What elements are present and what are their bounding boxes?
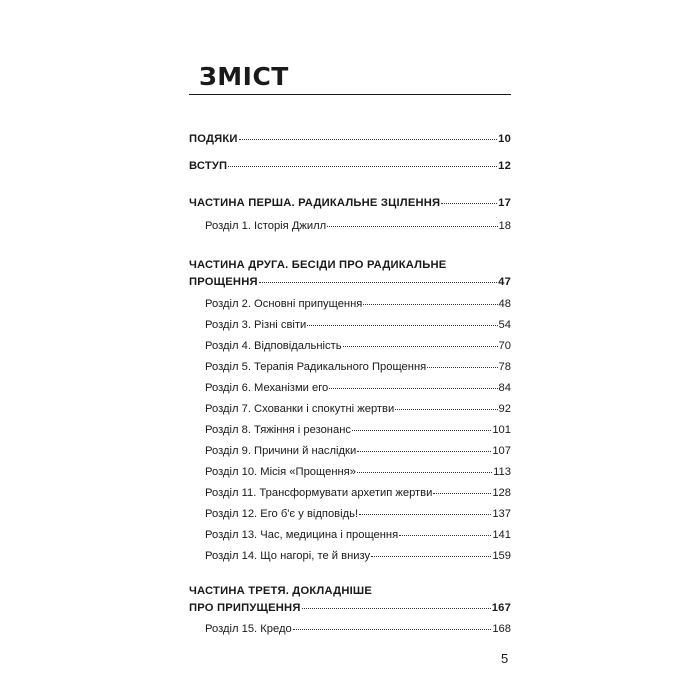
dot-leader xyxy=(357,462,492,473)
dot-leader xyxy=(307,315,497,326)
toc-entry-page: 12 xyxy=(498,160,511,172)
dot-leader xyxy=(359,504,491,515)
toc-entry-chapter-12[interactable] xyxy=(205,506,511,521)
dot-leader xyxy=(302,598,491,609)
toc-entry-chapter-11[interactable] xyxy=(205,485,511,500)
dot-leader xyxy=(357,441,491,452)
toc-entry-chapter-15[interactable] xyxy=(205,621,511,636)
toc-entry-page: 137 xyxy=(492,508,511,520)
toc-entry-page: 47 xyxy=(498,276,511,288)
page-title: ЗМІСТ xyxy=(199,62,289,91)
dot-leader xyxy=(399,525,491,536)
dot-leader xyxy=(343,336,498,347)
toc-entry-chapter-3[interactable] xyxy=(205,317,511,332)
toc-entry-part-2[interactable] xyxy=(189,274,511,289)
toc-entry-chapter-13[interactable] xyxy=(205,527,511,542)
dot-leader xyxy=(352,420,491,431)
toc-entry-page: 10 xyxy=(498,133,511,145)
toc-entry-chapter-7[interactable] xyxy=(205,401,511,416)
dot-leader xyxy=(363,294,497,305)
dot-leader xyxy=(329,378,497,389)
toc-entry-label: ПОДЯКИ xyxy=(189,133,238,145)
toc-entry-label: Розділ 8. Тяжіння і резонанс xyxy=(205,424,351,436)
toc-entry-page: 101 xyxy=(492,424,511,436)
dot-leader xyxy=(371,546,491,557)
toc-entry-part-3[interactable] xyxy=(189,600,511,615)
toc-entry-acknowledgements[interactable] xyxy=(189,131,511,146)
toc-entry-page: 48 xyxy=(498,298,511,310)
toc-entry-chapter-5[interactable] xyxy=(205,359,511,374)
toc-entry-chapter-8[interactable] xyxy=(205,422,511,437)
toc-entry-page: 54 xyxy=(498,319,511,331)
toc-entry-label: Розділ 2. Основні припущення xyxy=(205,298,363,310)
toc-entry-page: 92 xyxy=(498,403,511,415)
toc-entry-part-1[interactable] xyxy=(189,195,511,210)
toc-entry-label: Розділ 6. Механізми его xyxy=(205,382,329,394)
dot-leader xyxy=(433,483,491,494)
toc-entry-page: 128 xyxy=(492,487,511,499)
toc-entry-label: Розділ 7. Схованки і спокутні жертви xyxy=(205,403,395,415)
toc-entry-label: Розділ 3. Різні світи xyxy=(205,319,307,331)
toc-entry-page: 167 xyxy=(491,602,511,614)
toc-entry-label: Розділ 15. Кредо xyxy=(205,623,292,635)
toc-entry-label: Розділ 10. Місія «Прощення» xyxy=(205,466,356,478)
toc-entry-chapter-4[interactable] xyxy=(205,338,511,353)
toc-entry-page: 78 xyxy=(498,361,511,373)
dot-leader xyxy=(395,399,497,410)
dot-leader xyxy=(228,156,497,167)
toc-entry-label: ЧАСТИНА ПЕРША. РАДИКАЛЬНЕ ЗЦІЛЕННЯ xyxy=(189,197,441,209)
toc-entry-chapter-2[interactable] xyxy=(205,296,511,311)
toc-entry-label: Розділ 4. Відповідальність xyxy=(205,340,342,352)
toc-entry-label: Розділ 13. Час, медицина і прощення xyxy=(205,529,399,541)
toc-entry-label: ПРОЩЕННЯ xyxy=(189,276,258,288)
toc-entry-page: 168 xyxy=(492,623,511,635)
dot-leader xyxy=(239,129,497,140)
title-underline xyxy=(189,94,511,95)
toc-entry-chapter-1[interactable] xyxy=(205,218,511,233)
toc-entry-label: Розділ 11. Трансформувати архетип жертви xyxy=(205,487,433,499)
toc-entry-label: Розділ 5. Терапія Радикального Прощення xyxy=(205,361,427,373)
toc-entry-label: Розділ 1. Історія Джилл xyxy=(205,220,327,232)
dot-leader xyxy=(441,193,497,204)
toc-entry-page: 84 xyxy=(498,382,511,394)
page-number: 5 xyxy=(501,651,509,666)
toc-entry-chapter-6[interactable] xyxy=(205,380,511,395)
toc-entry-chapter-9[interactable] xyxy=(205,443,511,458)
toc-part-3-heading-line1: ЧАСТИНА ТРЕТЯ. ДОКЛАДНІШЕ xyxy=(189,585,373,597)
toc-entry-page: 159 xyxy=(492,550,511,562)
dot-leader xyxy=(293,619,492,630)
toc-part-2-heading-line1: ЧАСТИНА ДРУГА. БЕСІДИ ПРО РАДИКАЛЬНЕ xyxy=(189,259,447,271)
toc-entry-label: Розділ 14. Що нагорі, те й внизу xyxy=(205,550,371,562)
dot-leader xyxy=(259,272,497,283)
toc-entry-label: ВСТУП xyxy=(189,160,228,172)
toc-entry-page: 113 xyxy=(493,466,511,478)
toc-entry-page: 17 xyxy=(498,197,511,209)
toc-entry-page: 107 xyxy=(492,445,511,457)
toc-entry-chapter-14[interactable] xyxy=(205,548,511,563)
toc-entry-introduction[interactable] xyxy=(189,158,511,173)
toc-entry-label: ПРО ПРИПУЩЕННЯ xyxy=(189,602,301,614)
toc-entry-chapter-10[interactable] xyxy=(205,464,511,479)
toc-entry-label: Розділ 9. Причини й наслідки xyxy=(205,445,357,457)
dot-leader xyxy=(327,216,497,227)
toc-entry-page: 141 xyxy=(492,529,511,541)
dot-leader xyxy=(427,357,497,368)
toc-entry-page: 70 xyxy=(498,340,511,352)
toc-entry-page: 18 xyxy=(498,220,511,232)
toc-entry-label: Розділ 12. Его б'є у відповідь! xyxy=(205,508,359,520)
